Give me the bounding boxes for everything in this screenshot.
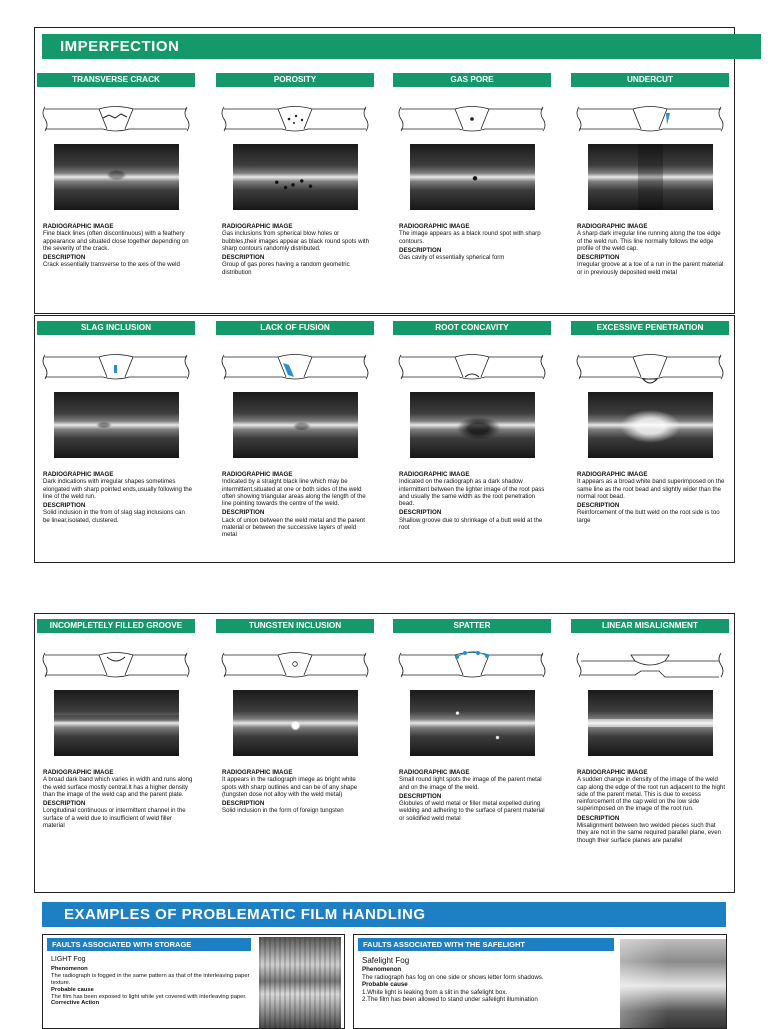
radiographic-image-heading: RADIOGRAPHIC IMAGE — [577, 471, 648, 478]
radiograph-image — [410, 690, 535, 756]
card-text — [399, 471, 549, 533]
imperfection-card — [571, 321, 729, 559]
weld-cross-section-diagram — [37, 337, 195, 387]
imperfection-panel-bottom — [34, 613, 735, 893]
card-title: SPATTER — [393, 619, 551, 633]
radiographic-image-text: It appears as a broad white band superimposed on the same line as the root bead and slightly wider than the normal root bead. — [577, 478, 725, 500]
description-text: Globules of weld metal or filler metal expelled during welding and adhering to the surface of parent material or solidified weld metal — [399, 800, 545, 822]
radiograph-image — [588, 144, 713, 210]
card-title: TRANSVERSE CRACK — [37, 73, 195, 87]
radiograph-image — [233, 690, 358, 756]
storage-cause-text: The film has been exposed to light while yet covered with interleaving paper. — [51, 993, 247, 1000]
safelight-fault-title: FAULTS ASSOCIATED WITH THE SAFELIGHT — [358, 938, 614, 951]
radiograph-image — [233, 392, 358, 458]
description-heading: DESCRIPTION — [43, 502, 86, 510]
description-heading: DESCRIPTION — [43, 254, 86, 262]
description-text: Misalignment between two welded pieces such that they are not in the same required parallel plane, even though their surface planes are parallel — [577, 822, 721, 844]
safelight-cause-1: 1.White light is leaking from a slit in the safelight box. — [362, 988, 508, 996]
description-text: Reinforcement of the butt weld on the root side is too large — [577, 509, 720, 524]
radiographic-image-text: Indicated on the radiograph as a dark shadow intermittent between the lighter image of the root pass and usually the same width as the root penetration bead. — [399, 478, 545, 508]
imperfection-card — [393, 619, 551, 857]
weld-cross-section-diagram — [571, 635, 729, 685]
imperfection-card — [216, 619, 374, 857]
description-text: Crack essentially transverse to the axis of the weld — [43, 261, 180, 269]
radiographic-image-text: A broad dark band which varies in width and runs along the weld surface mostly central.It has a higher density than the image of the weld cap and the parent plate. — [43, 776, 193, 798]
storage-cause-head: Probable cause — [51, 986, 94, 993]
radiographic-image-heading: RADIOGRAPHIC IMAGE — [399, 223, 470, 230]
storage-fault-box — [42, 934, 345, 1029]
description-text: Longitudinal continuous or intermittent channel in the surface of a weld due to insufficient of weld filler material — [43, 807, 186, 830]
storage-fog-film-image — [259, 937, 341, 1029]
description-text: Gas cavity of essentially spherical form — [399, 254, 505, 262]
safelight-phenomenon-head: Phenomenon — [362, 966, 402, 974]
radiograph-image — [54, 392, 179, 458]
imperfection-panel-middle — [34, 315, 735, 563]
imperfection-card — [37, 73, 195, 309]
radiographic-image-heading: RADIOGRAPHIC IMAGE — [43, 769, 114, 776]
imperfection-banner: IMPERFECTION — [42, 34, 761, 59]
description-heading: DESCRIPTION — [222, 509, 265, 517]
radiographic-image-text: Indicated by a straight black line which may be intermittent,situated at one or both sides of the weld often showing triangular areas along the length of the line pointing towards the centre of the weld. — [222, 478, 366, 508]
film-handling-banner: EXAMPLES OF PROBLEMATIC FILM HANDLING — [42, 902, 726, 927]
card-title: SLAG INCLUSION — [37, 321, 195, 335]
radiographic-image-text: A sudden change in density of the image of the weld cap along the edge of the root run adjacent to the hight side of the parent metal. This is due to excess reinforcement of the cap weld on the low side superimposed on the image of the root run. — [577, 776, 726, 813]
safelight-cause-head: Probable cause — [362, 981, 408, 989]
radiographic-image-text: Small round light spots the image of the parent metal and on the image of the weld. — [399, 776, 542, 791]
card-text — [222, 223, 372, 278]
weld-cross-section-diagram — [37, 89, 195, 139]
radiographic-image-heading: RADIOGRAPHIC IMAGE — [399, 769, 470, 776]
description-heading: DESCRIPTION — [43, 800, 86, 808]
description-heading: DESCRIPTION — [399, 246, 442, 254]
radiographic-image-text: Gas inclusions from spherical blow holes or bubbles,their images appear as black round spots with sharp contours randomly distributed. — [222, 230, 370, 252]
radiographic-image-heading: RADIOGRAPHIC IMAGE — [43, 471, 114, 478]
radiograph-image — [54, 690, 179, 756]
safelight-fault-subtitle: Safelight Fog — [362, 956, 410, 965]
storage-fault-text — [51, 957, 256, 1007]
card-text — [577, 471, 727, 526]
radiograph-image — [410, 392, 535, 458]
card-title: EXCESSIVE PENETRATION — [571, 321, 729, 335]
description-text: Group of gas pores having a random geometric distribution — [222, 261, 350, 276]
description-text: Shallow groove due to shrinkage of a butt weld at the root — [399, 516, 543, 532]
radiographic-image-text: A sharp dark irregular line running along the toe edge of the weld run. This line normally follows the edge profile of the weld cap. — [577, 230, 721, 252]
weld-cross-section-diagram — [393, 635, 551, 685]
radiograph-image — [588, 690, 713, 756]
card-title: ROOT CONCAVITY — [393, 321, 551, 335]
card-title: GAS PORE — [393, 73, 551, 87]
safelight-cause-2: 2.The film has been allowed to stand under safelight illumination — [362, 996, 538, 1004]
storage-fault-subtitle: LIGHT Fog — [51, 956, 86, 963]
radiographic-image-text: Fine black lines (often discontinuous) with a feathery appearance and situated close together depending on the severity of the crack. — [43, 230, 189, 252]
imperfection-panel-top — [34, 27, 735, 314]
storage-phenomenon-text: The radiograph is fogged in the same pattern as that of the interleaving paper texture. — [51, 972, 250, 986]
imperfection-card — [393, 73, 551, 309]
storage-fault-title: FAULTS ASSOCIATED WITH STORAGE — [47, 938, 251, 951]
storage-action-head: Corrective Action — [51, 1000, 100, 1007]
radiographic-image-text: The image appears as a black round spot with sharp contours. — [399, 230, 541, 245]
description-heading: DESCRIPTION — [577, 502, 620, 510]
description-heading: DESCRIPTION — [399, 792, 442, 800]
imperfection-card — [571, 73, 729, 309]
imperfection-card — [37, 321, 195, 559]
card-title: LINEAR MISALIGNMENT — [571, 619, 729, 633]
radiograph-image — [54, 144, 179, 210]
radiographic-image-text: Dark indications with irregular shapes sometimes elongated with sharp pointed ends,usually following the line of the weld run. — [43, 478, 193, 500]
card-text — [43, 223, 193, 271]
safelight-phenomenon-text: The radiograph has fog on one side or shows letter form shadows. — [362, 973, 544, 981]
safelight-fault-text — [362, 957, 622, 1003]
card-text — [399, 769, 549, 824]
radiographic-image-heading: RADIOGRAPHIC IMAGE — [399, 471, 470, 478]
description-heading: DESCRIPTION — [577, 814, 620, 822]
imperfection-card — [216, 73, 374, 309]
radiographic-image-heading: RADIOGRAPHIC IMAGE — [43, 223, 114, 230]
radiograph-image — [588, 392, 713, 458]
card-text — [222, 471, 372, 541]
weld-cross-section-diagram — [571, 337, 729, 387]
weld-cross-section-diagram — [37, 635, 195, 685]
description-text: Lack of union between the weld metal and the parent material or between the successive layers of weld metal — [222, 516, 365, 539]
weld-cross-section-diagram — [393, 337, 551, 387]
weld-cross-section-diagram — [216, 89, 374, 139]
storage-phenomenon-head: Phenomenon — [51, 965, 88, 972]
imperfection-card — [37, 619, 195, 857]
imperfection-card — [571, 619, 729, 857]
safelight-fault-box — [353, 934, 727, 1029]
weld-cross-section-diagram — [571, 89, 729, 139]
card-text — [399, 223, 549, 263]
weld-cross-section-diagram — [216, 635, 374, 685]
radiograph-image — [410, 144, 535, 210]
description-text: Irregular groove at a toe of a run in the parent material or in previously deposited weld metal — [577, 261, 724, 276]
radiographic-image-heading: RADIOGRAPHIC IMAGE — [222, 769, 293, 776]
card-text — [222, 769, 372, 817]
card-title: UNDERCUT — [571, 73, 729, 87]
description-heading: DESCRIPTION — [222, 254, 265, 262]
description-text: Solid inclusion in the form of foreign tungsten — [222, 807, 344, 815]
description-heading: DESCRIPTION — [222, 800, 265, 808]
card-text — [577, 223, 727, 278]
weld-cross-section-diagram — [393, 89, 551, 139]
description-text: Solid inclusion in the from of slag slag inclusions can be linear,isolated, clustered. — [43, 509, 185, 524]
card-title: LACK OF FUSION — [216, 321, 374, 335]
radiograph-image — [233, 144, 358, 210]
imperfection-card — [216, 321, 374, 559]
card-text — [43, 769, 193, 831]
description-heading: DESCRIPTION — [399, 509, 442, 517]
radiographic-image-heading: RADIOGRAPHIC IMAGE — [577, 223, 648, 230]
card-title: INCOMPLETELY FILLED GROOVE — [37, 619, 195, 633]
card-text — [43, 471, 193, 526]
weld-cross-section-diagram — [216, 337, 374, 387]
card-text — [577, 769, 727, 846]
safelight-fog-film-image — [620, 939, 726, 1029]
card-title: POROSITY — [216, 73, 374, 87]
radiographic-image-heading: RADIOGRAPHIC IMAGE — [222, 471, 293, 478]
imperfection-card — [393, 321, 551, 559]
card-title: TUNGSTEN INCLUSION — [216, 619, 374, 633]
description-heading: DESCRIPTION — [577, 254, 620, 262]
radiographic-image-heading: RADIOGRAPHIC IMAGE — [222, 223, 293, 230]
radiographic-image-heading: RADIOGRAPHIC IMAGE — [577, 769, 648, 776]
radiographic-image-text: It appears in the radiograph imege as bright white spots with sharp outlines and can be of any shape (tungsten dose not alloy with the weld metal) — [222, 776, 358, 798]
